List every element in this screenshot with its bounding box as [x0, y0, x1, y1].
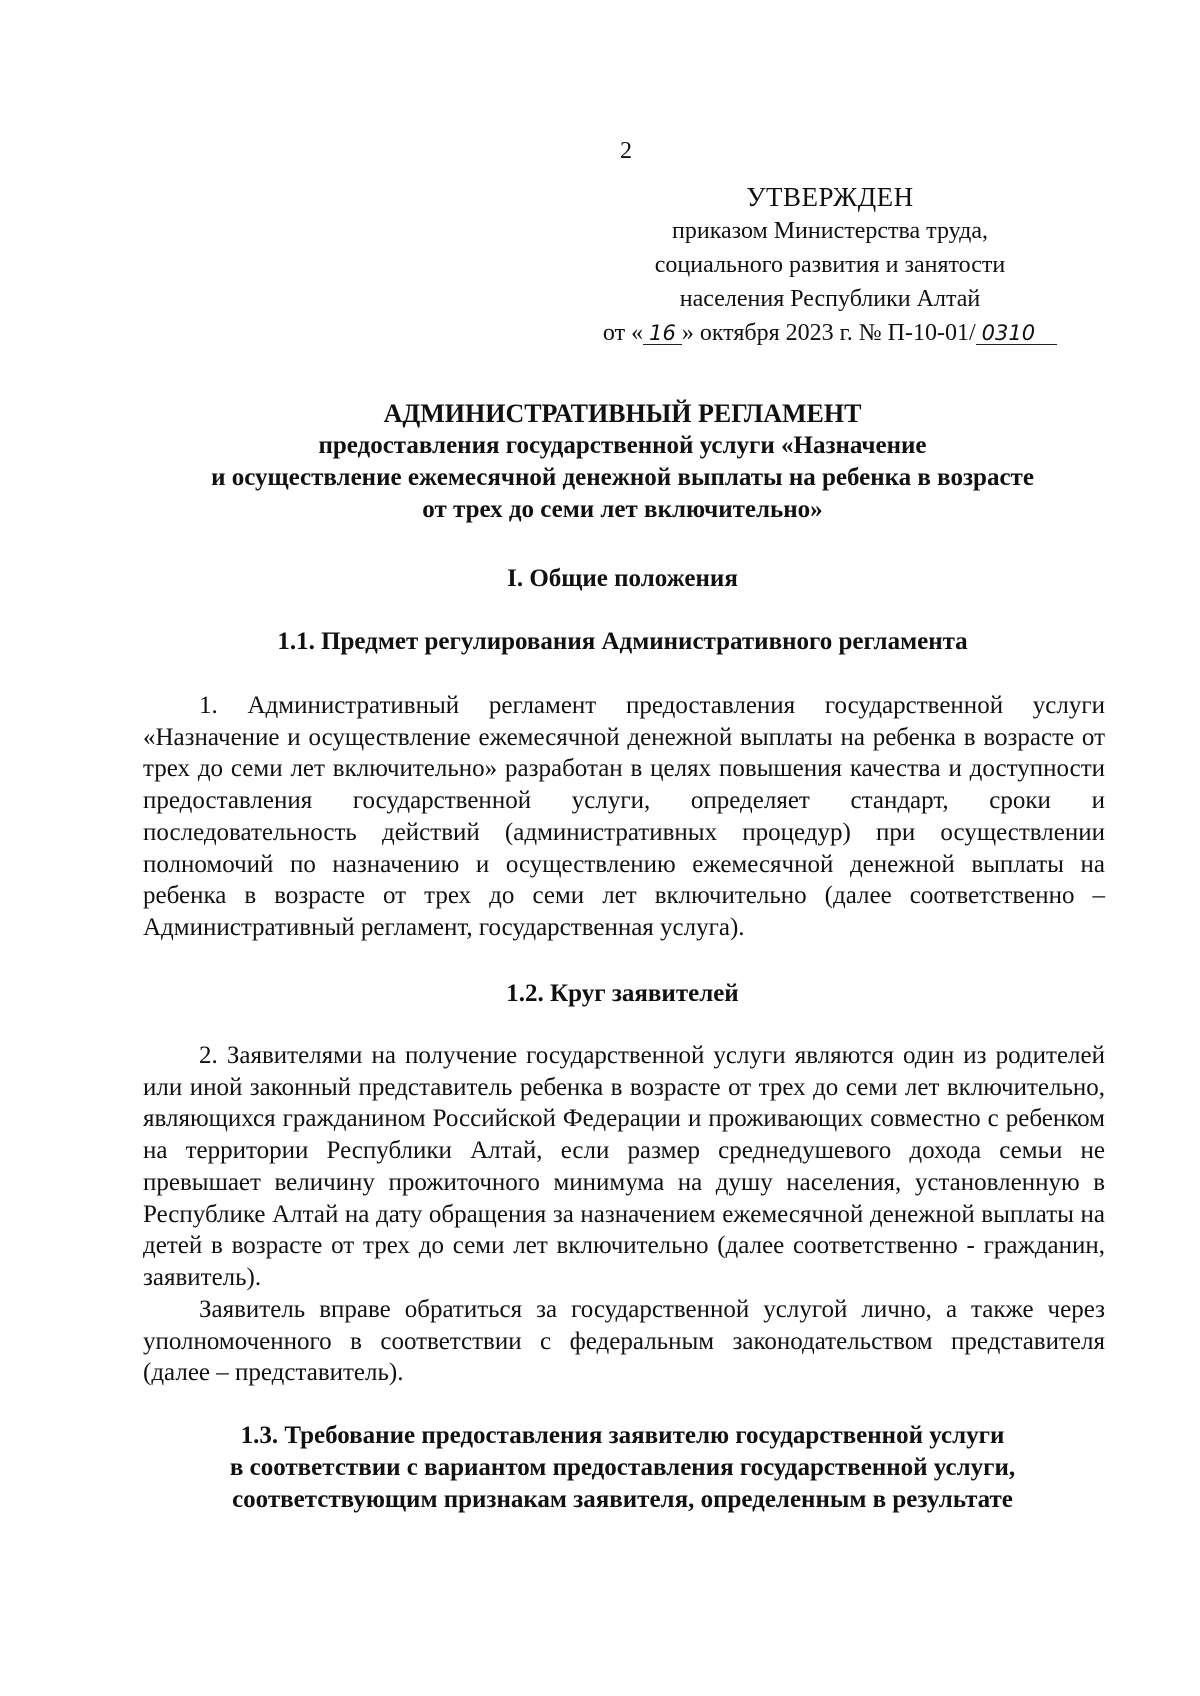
document-title-block: [140, 398, 1105, 526]
date-prefix: от «: [602, 320, 644, 346]
requirement-heading-line-2: в соответствии с вариантом предоставления государственной услуги,: [229, 1454, 1016, 1481]
approval-line-1: приказом Министерства труда,: [672, 218, 988, 244]
handwritten-order-number: 0310: [976, 322, 1057, 345]
approved-heading: УТВЕРЖДЕН: [746, 182, 914, 212]
document-subtitle-line-2: и осуществление ежемесячной денежной выплаты на ребенка в возрасте: [211, 464, 1034, 491]
approval-date-line: [560, 316, 1100, 350]
section-heading-subject: 1.1. Предмет регулирования Административного регламента: [277, 628, 968, 655]
approval-stamp: [560, 180, 1100, 350]
document-title: АДМИНИСТРАТИВНЫЙ РЕГЛАМЕНТ: [383, 399, 862, 428]
requirement-heading-line-1: 1.3. Требование предоставления заявителю государственной услуги: [240, 1422, 1005, 1449]
section-heading-general: I. Общие положения: [507, 565, 738, 592]
approval-line-2: социального развития и занятости: [654, 252, 1006, 278]
paragraph-2: 2. Заявителями на получение государственной услуги являются один из родителей или иной законный представитель ребенка в возрасте от трех до семи лет включительно, являющихся гражданином Российской Федерации и проживающих совместно с ребенком на территории Республики Алтай, если размер среднедушевого дохода семьи не превышает величину прожиточного минимума на душу населения, установленную в Республике Алтай на дату обращения за назначением ежемесячной денежной выплаты на детей в возрасте от трех до семи лет включительно (далее соответственно - гражданин, заявитель).: [143, 1042, 1105, 1291]
page-number: 2: [620, 138, 632, 164]
requirement-heading-line-3: соответствующим признакам заявителя, определенным в результате: [232, 1486, 1013, 1513]
paragraph-3: Заявитель вправе обратиться за государственной услугой лично, а также через уполномоченного в соответствии с федеральным законодательством представителя (далее – представитель).: [143, 1296, 1105, 1387]
approval-line-3: населения Республики Алтай: [679, 286, 981, 312]
section-heading-requirement: [140, 1420, 1105, 1516]
date-middle: » октября 2023 г. № П-10-01/: [681, 320, 976, 346]
section-heading-applicants: 1.2. Круг заявителей: [506, 980, 739, 1007]
document-subtitle-line-3: от трех до семи лет включительно»: [422, 496, 823, 523]
handwritten-day: 16: [643, 322, 682, 345]
document-subtitle-line-1: предоставления государственной услуги «Назначение: [318, 432, 927, 459]
paragraph-1: 1. Административный регламент предоставления государственной услуги «Назначение и осуществление ежемесячной денежной выплаты на ребенка в возрасте от трех до семи лет включительно» разработан в целях повышения качества и доступности предоставления государственной услуги, определяет стандарт, сроки и последовательность действий (административных процедур) при осуществлении полномочий по назначению и осуществлению ежемесячной денежной выплаты на ребенка в возрасте от трех до семи лет включительно (далее соответственно – Административный регламент, государственная услуга).: [143, 692, 1105, 941]
